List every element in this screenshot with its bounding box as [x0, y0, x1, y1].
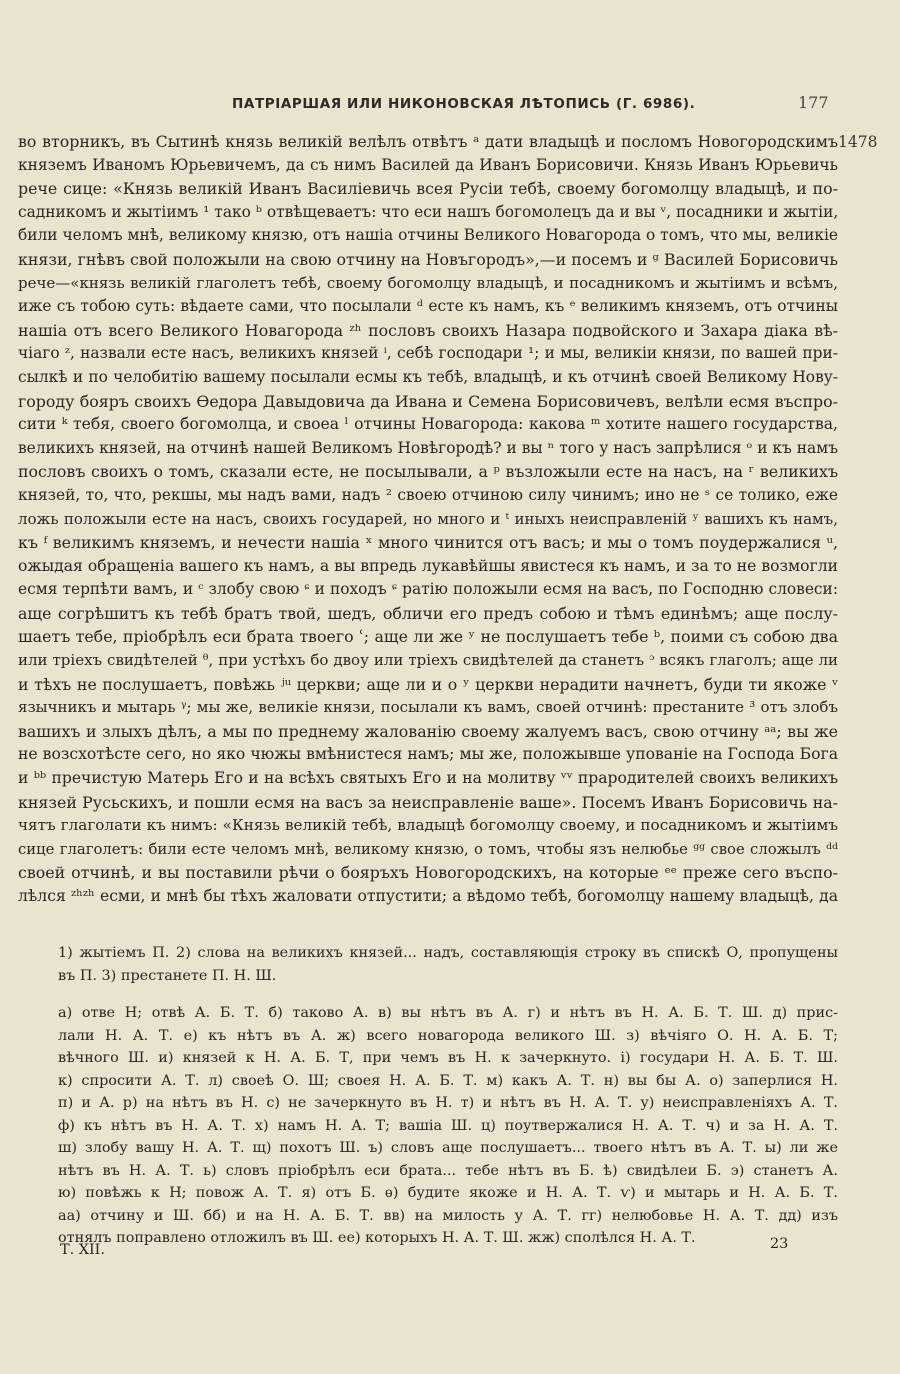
text-line: аще согрѣшитъ къ тебѣ братъ твой, шедъ, обличи его предъ собою и тѣмъ единѣмъ; аще послу-	[18, 603, 838, 623]
footnote-line: аа) отчину и Ш. бб) и на Н. А. Б. Т. вв) на милость у А. Т. гг) нелюбовье Н. А. Т. дд) изъ	[58, 1207, 838, 1224]
text-line: пословъ своихъ о томъ, сказали есте, не посылывали, а ᵖ възложыли есте на насъ, на ʳ великихъ	[18, 462, 838, 482]
numbered-footnotes	[58, 942, 838, 987]
footnote-line: въ П. 3) престанете П. Н. Ш.	[58, 967, 277, 984]
text-line: иже съ тобою суть: вѣдаете сами, что посылали ᵈ есте къ намъ, къ ᵉ великимъ княземъ, отъ отчины	[18, 297, 838, 316]
sheet-number: 23	[770, 1236, 789, 1252]
text-line: къ ᶠ великимъ княземъ, и нечести нашіа ˣ много чинится отъ васъ; и мы о томъ поудержалися ᵘ,	[18, 533, 838, 553]
footnote-line: 1) жытіемъ П. 2) слова на великихъ князей... надъ, составляющія строку въ спискѣ О, пропущены	[58, 945, 838, 961]
text-line: или тріехъ свидѣтелей ᶿ, при устѣхъ бо двоу или тріехъ свидѣтелей да станетъ ᵓ всякъ глаголъ; аще ли	[18, 651, 838, 670]
text-line: били челомъ мнѣ, великому князю, отъ нашіа отчины Великого Новагорода о томъ, что мы, великіе	[18, 226, 838, 245]
text-line: рече—«князь великій глаголетъ тебѣ, своему богомолцу владыцѣ, и посадникомъ и жытіимъ и всѣмъ,	[18, 273, 838, 292]
footnote-line: нѣтъ въ Н. А. Т. ь) словъ пріобрѣлъ еси брата... тебе нѣтъ въ Б. ѣ) свидѣлеи Б. э) станетъ А.	[58, 1162, 838, 1179]
running-title: ПАТРІАРШАЯ ИЛИ НИКОНОВСКАЯ ЛѢТОПИСЬ (Г. 6986).	[232, 96, 696, 112]
text-line: рече сице: «Князь великій Иванъ Василіевичь всея Русіи тебѣ, своему богомолцу владыцѣ, и по-	[18, 179, 838, 199]
text-line: княземъ Иваномъ Юрьевичемъ, да съ нимъ Василей да Иванъ Борисовичи. Князь Иванъ Юрьевичь	[18, 155, 838, 174]
footnote-line: а) отве Н; отвѣ А. Б. Т. б) таково А. в) вы нѣтъ въ А. г) и нѣтъ въ Н. А. Б. Т. Ш. д) прис-	[58, 1005, 838, 1021]
text-line: есмя терпѣти вамъ, и ᶜ злобу свою ᶝ и походъ ᶝ ратію положыли есмя на васъ, по Господню словеси:	[18, 580, 838, 599]
footnote-line: ш) злобу вашу Н. А. Т. щ) похотъ Ш. ъ) словъ аще послушаетъ... твоего нѣтъ въ А. Т. ы) ли же	[58, 1140, 838, 1156]
volume-signature: Т. XII.	[60, 1242, 105, 1258]
text-line: городу бояръ своихъ Ѳедора Давыдовича да Ивана и Семена Борисовичевъ, велѣли есмя въспро-	[18, 391, 838, 411]
text-line: лѣлся ᶻʰᶻʰ есми, и мнѣ бы тѣхъ жаловати отпустити; а вѣдомо тебѣ, богомолцу нашему владыцѣ, да	[18, 887, 838, 905]
main-text	[18, 130, 838, 909]
footnote-line: отнялъ поправлено отложилъ въ Ш. ее) которыхъ Н. А. Т. Ш. жж) сполѣлся Н. А. Т.	[58, 1230, 696, 1246]
page-number: 177	[798, 93, 829, 112]
text-line: князей Русьскихъ, и пошли есмя на васъ за неисправленіе ваше». Посемъ Иванъ Борисовичь на-	[18, 792, 838, 812]
text-line: ложь положыли есте на насъ, своихъ государей, но много и ᵗ иныхъ неисправленій ʸ вашихъ къ намъ,	[18, 509, 838, 528]
text-line: нашіа отъ всего Великого Новагорода ᶻʰ пословъ своихъ Назара подвойского и Захара діака вѣ-	[18, 320, 838, 340]
text-line: князей, то, что, рекшы, мы надъ вами, надъ ² своею отчиною силу чинимъ; ино не ˢ се толико, еже	[18, 485, 838, 504]
footnote-line: лали Н. А. Т. е) къ нѣтъ въ А. ж) всего новагорода великого Ш. з) вѣчіяго О. Н. А. Б. Т;	[58, 1027, 838, 1044]
text-line: не возсхотѣсте сего, но яко чюжы вмѣнистеся намъ; мы же, положывше упованіе на Господа Бога	[18, 745, 838, 764]
text-line: ожыдая обращеніа вашего къ намъ, а вы впредь лукавѣйшы явистеся къ намъ, и за то не возмогли	[18, 556, 838, 575]
text-line: сылкѣ и по челобитію вашему посылали есмы къ тебѣ, владыцѣ, и къ отчинѣ своей Великому Нову-	[18, 367, 838, 386]
lettered-footnotes	[58, 1002, 838, 1250]
text-line: князи, гнѣвъ свой положыли на свою отчину на Новъгородъ»,—и посемъ и ᵍ Василей Борисовичь	[18, 249, 838, 269]
text-line: чіаго ᶻ, назвали есте насъ, великихъ князей ⁱ, себѣ господари ¹; и мы, великіи князи, по вашей при-	[18, 344, 838, 363]
text-line: и ᵇᵇ пречистую Матерь Его и на всѣхъ святыхъ Его и на молитву ᵛᵛ прародителей своихъ великихъ	[18, 769, 838, 788]
text-line: своей отчинѣ, и вы поставили рѣчи о бояръхъ Новогородскихъ, на которые ᵉᵉ преже сего въспо-	[18, 863, 838, 883]
text-line: шаетъ тебе, пріобрѣлъ еси брата твоего ʿ; аще ли же ʸ не послушаетъ тебе ᵇ, поими съ собою два	[18, 627, 838, 647]
text-line: и тѣхъ не послушаетъ, повѣжь ʲᵘ церкви; аще ли и о ʸ церкви нерадити начнетъ, буди ти якоже ᵛ	[18, 674, 838, 694]
text-line: сити ᵏ тебя, своего богомолца, и своеа ˡ отчины Новагорода: какова ᵐ хотите нашего государства,	[18, 415, 838, 434]
text-line: во вторникъ, въ Сытинѣ князь великій велѣлъ отвѣтъ ᵃ дати владыцѣ и посломъ Новогородскимъ	[18, 132, 838, 151]
footnote-line: к) спросити А. Т. л) своеѣ О. Ш; своея Н. А. Б. Т. м) какъ А. Т. н) вы бы А. о) заперлися Н.	[58, 1072, 838, 1089]
text-line: чятъ глаголати къ нимъ: «Князь великій тебѣ, владыцѣ богомолцу своему, и посадникомъ и жытіимъ	[18, 816, 838, 835]
footnote-line: ю) повѣжь к Н; повож А. Т. я) отъ Б. ѳ) будите якоже и Н. А. Т. ѵ) и мытарь и Н. А. Б. Т.	[58, 1185, 838, 1201]
footnote-line: ф) къ нѣтъ въ Н. А. Т. х) намъ Н. А. Т; вашіа Ш. ц) поутвержалися Н. А. Т. ч) и за Н. А. Т.	[58, 1117, 838, 1134]
text-line: сице глаголетъ: били есте челомъ мнѣ, великому князю, о томъ, чтобы язъ нелюбье ᵍᵍ свое сложылъ ᵈᵈ	[18, 840, 838, 858]
footnote-line: п) и А. р) на нѣтъ въ Н. с) не зачеркнуто въ Н. т) и нѣтъ въ Н. А. Т. у) неисправленіяхъ А. Т.	[58, 1095, 838, 1111]
text-line: великихъ князей, на отчинѣ нашей Великомъ Новѣгородѣ? и вы ⁿ того у насъ запрѣлися ᵒ и къ намъ	[18, 438, 838, 457]
text-line: язычникъ и мытарь ᵞ; мы же, великіе князи, посылали къ вамъ, своей отчинѣ: престаните ³ отъ злобъ	[18, 698, 838, 717]
footnote-line: вѣчного Ш. и) князей к Н. А. Б. Т, при чемъ въ Н. к зачеркнуто. і) государи Н. А. Б. Т. Ш.	[58, 1050, 838, 1066]
text-line: вашихъ и злыхъ дѣлъ, а мы по преднему жалованію своему жалуемъ васъ, свою отчину ᵃᵃ; вы же	[18, 721, 838, 741]
margin-year: 1478	[838, 133, 878, 151]
text-line: садникомъ и жытіимъ ¹ тако ᵇ отвѣщеваетъ: что еси нашъ богомолецъ да и вы ᵛ, посадники и жытіи,	[18, 202, 839, 221]
